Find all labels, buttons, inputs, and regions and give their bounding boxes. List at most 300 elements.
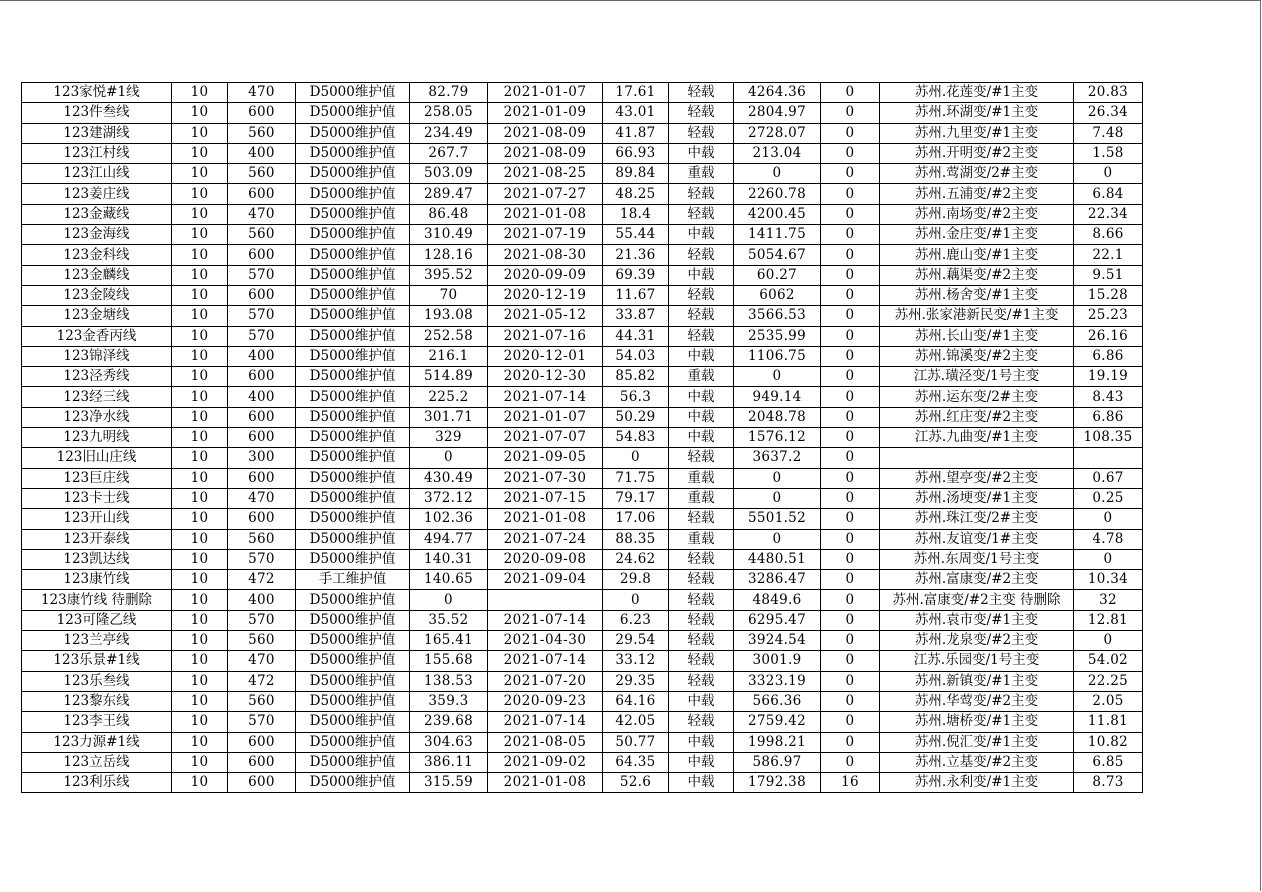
load-level-cell[interactable]: 重载 <box>669 529 734 549</box>
load-level-cell[interactable]: 轻载 <box>669 631 734 651</box>
count-cell[interactable]: 0 <box>821 651 880 671</box>
load-level-cell[interactable]: 轻载 <box>669 651 734 671</box>
voltage-cell[interactable]: 10 <box>172 265 228 285</box>
transformer-cell[interactable]: 江苏.乐园变/1号主变 <box>880 651 1074 671</box>
transformer-cell[interactable]: 苏州.望亭变/#2主变 <box>880 468 1074 488</box>
rated-current-cell[interactable]: 400 <box>228 143 296 163</box>
count-cell[interactable]: 0 <box>821 407 880 427</box>
transformer-rate-cell[interactable]: 8.43 <box>1074 387 1143 407</box>
source-cell[interactable]: D5000维护值 <box>296 285 410 305</box>
current-value-cell[interactable]: 82.79 <box>410 83 488 103</box>
transformer-cell[interactable]: 苏州.运东变/2#主变 <box>880 387 1074 407</box>
count-cell[interactable]: 0 <box>821 529 880 549</box>
line-name-cell[interactable]: 123姜庄线 <box>22 184 172 204</box>
date-cell[interactable]: 2021-08-09 <box>488 143 603 163</box>
source-cell[interactable]: D5000维护值 <box>296 752 410 772</box>
spare-capacity-cell[interactable]: 0 <box>734 367 821 387</box>
transformer-cell[interactable]: 苏州.华莺变/#2主变 <box>880 691 1074 711</box>
load-level-cell[interactable]: 中载 <box>669 428 734 448</box>
date-cell[interactable]: 2020-12-30 <box>488 367 603 387</box>
spare-capacity-cell[interactable]: 0 <box>734 529 821 549</box>
line-name-cell[interactable]: 123立岳线 <box>22 752 172 772</box>
spare-capacity-cell[interactable]: 0 <box>734 468 821 488</box>
spare-capacity-cell[interactable]: 1792.38 <box>734 773 821 793</box>
load-level-cell[interactable]: 重载 <box>669 367 734 387</box>
current-value-cell[interactable]: 329 <box>410 428 488 448</box>
source-cell[interactable]: D5000维护值 <box>296 448 410 468</box>
transformer-rate-cell[interactable]: 6.86 <box>1074 407 1143 427</box>
load-rate-cell[interactable]: 17.61 <box>603 83 669 103</box>
load-rate-cell[interactable]: 64.16 <box>603 691 669 711</box>
transformer-cell[interactable]: 苏州.锦溪变/#2主变 <box>880 346 1074 366</box>
source-cell[interactable]: 手工维护值 <box>296 570 410 590</box>
rated-current-cell[interactable]: 600 <box>228 752 296 772</box>
date-cell[interactable]: 2021-08-05 <box>488 732 603 752</box>
count-cell[interactable]: 16 <box>821 773 880 793</box>
rated-current-cell[interactable]: 570 <box>228 265 296 285</box>
load-rate-cell[interactable]: 79.17 <box>603 488 669 508</box>
current-value-cell[interactable]: 239.68 <box>410 712 488 732</box>
date-cell[interactable]: 2020-09-23 <box>488 691 603 711</box>
transformer-cell[interactable]: 苏州.汤埂变/#1主变 <box>880 488 1074 508</box>
rated-current-cell[interactable]: 600 <box>228 509 296 529</box>
count-cell[interactable]: 0 <box>821 590 880 610</box>
rated-current-cell[interactable]: 400 <box>228 387 296 407</box>
load-rate-cell[interactable]: 33.87 <box>603 306 669 326</box>
transformer-rate-cell[interactable]: 6.84 <box>1074 184 1143 204</box>
date-cell[interactable]: 2021-07-15 <box>488 488 603 508</box>
transformer-rate-cell[interactable]: 32 <box>1074 590 1143 610</box>
current-value-cell[interactable]: 140.65 <box>410 570 488 590</box>
transformer-cell[interactable]: 苏州.张家港新民变/#1主变 <box>880 306 1074 326</box>
line-name-cell[interactable]: 123李王线 <box>22 712 172 732</box>
date-cell[interactable]: 2021-07-14 <box>488 712 603 732</box>
load-level-cell[interactable]: 轻载 <box>669 285 734 305</box>
voltage-cell[interactable]: 10 <box>172 590 228 610</box>
count-cell[interactable]: 0 <box>821 245 880 265</box>
current-value-cell[interactable]: 395.52 <box>410 265 488 285</box>
spare-capacity-cell[interactable]: 3286.47 <box>734 570 821 590</box>
load-level-cell[interactable]: 中载 <box>669 407 734 427</box>
count-cell[interactable]: 0 <box>821 712 880 732</box>
count-cell[interactable]: 0 <box>821 143 880 163</box>
rated-current-cell[interactable]: 600 <box>228 367 296 387</box>
spare-capacity-cell[interactable]: 2260.78 <box>734 184 821 204</box>
load-rate-cell[interactable]: 42.05 <box>603 712 669 732</box>
spare-capacity-cell[interactable]: 2804.97 <box>734 103 821 123</box>
voltage-cell[interactable]: 10 <box>172 103 228 123</box>
load-rate-cell[interactable]: 18.4 <box>603 204 669 224</box>
spare-capacity-cell[interactable]: 6062 <box>734 285 821 305</box>
load-rate-cell[interactable]: 50.77 <box>603 732 669 752</box>
spare-capacity-cell[interactable]: 3924.54 <box>734 631 821 651</box>
load-level-cell[interactable]: 重载 <box>669 164 734 184</box>
load-rate-cell[interactable]: 44.31 <box>603 326 669 346</box>
load-level-cell[interactable]: 轻载 <box>669 83 734 103</box>
transformer-cell[interactable]: 苏州.富康变/#2主变 <box>880 570 1074 590</box>
transformer-cell[interactable]: 苏州.九里变/#1主变 <box>880 123 1074 143</box>
spare-capacity-cell[interactable]: 0 <box>734 488 821 508</box>
rated-current-cell[interactable]: 600 <box>228 184 296 204</box>
current-value-cell[interactable]: 70 <box>410 285 488 305</box>
load-level-cell[interactable]: 重载 <box>669 488 734 508</box>
transformer-rate-cell[interactable]: 1.58 <box>1074 143 1143 163</box>
date-cell[interactable]: 2021-01-07 <box>488 407 603 427</box>
current-value-cell[interactable]: 128.16 <box>410 245 488 265</box>
load-level-cell[interactable]: 轻载 <box>669 570 734 590</box>
source-cell[interactable]: D5000维护值 <box>296 428 410 448</box>
date-cell[interactable] <box>488 590 603 610</box>
source-cell[interactable]: D5000维护值 <box>296 509 410 529</box>
transformer-rate-cell[interactable]: 108.35 <box>1074 428 1143 448</box>
line-name-cell[interactable]: 123可隆乙线 <box>22 610 172 630</box>
rated-current-cell[interactable]: 470 <box>228 204 296 224</box>
load-level-cell[interactable]: 重载 <box>669 468 734 488</box>
transformer-rate-cell[interactable]: 2.05 <box>1074 691 1143 711</box>
transformer-rate-cell[interactable]: 25.23 <box>1074 306 1143 326</box>
transformer-rate-cell[interactable]: 0 <box>1074 631 1143 651</box>
source-cell[interactable]: D5000维护值 <box>296 204 410 224</box>
line-name-cell[interactable]: 123金科线 <box>22 245 172 265</box>
spare-capacity-cell[interactable]: 2728.07 <box>734 123 821 143</box>
voltage-cell[interactable]: 10 <box>172 488 228 508</box>
date-cell[interactable]: 2021-01-08 <box>488 509 603 529</box>
count-cell[interactable]: 0 <box>821 387 880 407</box>
count-cell[interactable]: 0 <box>821 184 880 204</box>
load-level-cell[interactable]: 轻载 <box>669 590 734 610</box>
source-cell[interactable]: D5000维护值 <box>296 83 410 103</box>
load-rate-cell[interactable]: 55.44 <box>603 225 669 245</box>
voltage-cell[interactable]: 10 <box>172 651 228 671</box>
voltage-cell[interactable]: 10 <box>172 245 228 265</box>
count-cell[interactable]: 0 <box>821 164 880 184</box>
rated-current-cell[interactable]: 470 <box>228 651 296 671</box>
spare-capacity-cell[interactable]: 1576.12 <box>734 428 821 448</box>
source-cell[interactable]: D5000维护值 <box>296 123 410 143</box>
spare-capacity-cell[interactable]: 566.36 <box>734 691 821 711</box>
rated-current-cell[interactable]: 600 <box>228 773 296 793</box>
rated-current-cell[interactable]: 472 <box>228 671 296 691</box>
count-cell[interactable]: 0 <box>821 671 880 691</box>
date-cell[interactable]: 2021-07-30 <box>488 468 603 488</box>
source-cell[interactable]: D5000维护值 <box>296 143 410 163</box>
transformer-cell[interactable] <box>880 448 1074 468</box>
line-name-cell[interactable]: 123九明线 <box>22 428 172 448</box>
transformer-rate-cell[interactable]: 0 <box>1074 509 1143 529</box>
count-cell[interactable]: 0 <box>821 306 880 326</box>
voltage-cell[interactable]: 10 <box>172 83 228 103</box>
source-cell[interactable]: D5000维护值 <box>296 691 410 711</box>
current-value-cell[interactable]: 35.52 <box>410 610 488 630</box>
date-cell[interactable]: 2020-09-08 <box>488 549 603 569</box>
line-name-cell[interactable]: 123乐景#1线 <box>22 651 172 671</box>
current-value-cell[interactable]: 301.71 <box>410 407 488 427</box>
current-value-cell[interactable]: 86.48 <box>410 204 488 224</box>
load-level-cell[interactable]: 轻载 <box>669 245 734 265</box>
line-name-cell[interactable]: 123经三线 <box>22 387 172 407</box>
load-rate-cell[interactable]: 43.01 <box>603 103 669 123</box>
transformer-rate-cell[interactable]: 0 <box>1074 164 1143 184</box>
load-level-cell[interactable]: 轻载 <box>669 184 734 204</box>
count-cell[interactable]: 0 <box>821 691 880 711</box>
source-cell[interactable]: D5000维护值 <box>296 407 410 427</box>
date-cell[interactable]: 2021-07-14 <box>488 610 603 630</box>
line-name-cell[interactable]: 123乐叁线 <box>22 671 172 691</box>
voltage-cell[interactable]: 10 <box>172 204 228 224</box>
current-value-cell[interactable]: 315.59 <box>410 773 488 793</box>
spare-capacity-cell[interactable]: 60.27 <box>734 265 821 285</box>
spare-capacity-cell[interactable]: 4849.6 <box>734 590 821 610</box>
load-rate-cell[interactable]: 17.06 <box>603 509 669 529</box>
load-level-cell[interactable]: 轻载 <box>669 204 734 224</box>
date-cell[interactable]: 2021-07-24 <box>488 529 603 549</box>
source-cell[interactable]: D5000维护值 <box>296 712 410 732</box>
transformer-cell[interactable]: 苏州.富康变/#2主变 待删除 <box>880 590 1074 610</box>
transformer-cell[interactable]: 苏州.金庄变/#1主变 <box>880 225 1074 245</box>
rated-current-cell[interactable]: 600 <box>228 428 296 448</box>
transformer-rate-cell[interactable]: 15.28 <box>1074 285 1143 305</box>
rated-current-cell[interactable]: 560 <box>228 164 296 184</box>
rated-current-cell[interactable]: 600 <box>228 407 296 427</box>
line-name-cell[interactable]: 123开山线 <box>22 509 172 529</box>
spare-capacity-cell[interactable]: 3637.2 <box>734 448 821 468</box>
date-cell[interactable]: 2021-07-07 <box>488 428 603 448</box>
line-name-cell[interactable]: 123兰亭线 <box>22 631 172 651</box>
transformer-rate-cell[interactable]: 10.82 <box>1074 732 1143 752</box>
transformer-rate-cell[interactable]: 22.1 <box>1074 245 1143 265</box>
line-name-cell[interactable]: 123金塘线 <box>22 306 172 326</box>
transformer-cell[interactable]: 苏州.杨舍变/#1主变 <box>880 285 1074 305</box>
load-rate-cell[interactable]: 29.54 <box>603 631 669 651</box>
line-name-cell[interactable]: 123金麟线 <box>22 265 172 285</box>
load-level-cell[interactable]: 中载 <box>669 265 734 285</box>
transformer-cell[interactable]: 苏州.倪汇变/#1主变 <box>880 732 1074 752</box>
current-value-cell[interactable]: 138.53 <box>410 671 488 691</box>
current-value-cell[interactable]: 252.58 <box>410 326 488 346</box>
spare-capacity-cell[interactable]: 5054.67 <box>734 245 821 265</box>
count-cell[interactable]: 0 <box>821 610 880 630</box>
source-cell[interactable]: D5000维护值 <box>296 651 410 671</box>
source-cell[interactable]: D5000维护值 <box>296 184 410 204</box>
voltage-cell[interactable]: 10 <box>172 407 228 427</box>
rated-current-cell[interactable]: 400 <box>228 346 296 366</box>
source-cell[interactable]: D5000维护值 <box>296 732 410 752</box>
transformer-rate-cell[interactable]: 0.67 <box>1074 468 1143 488</box>
load-level-cell[interactable]: 轻载 <box>669 448 734 468</box>
count-cell[interactable]: 0 <box>821 123 880 143</box>
date-cell[interactable]: 2021-04-30 <box>488 631 603 651</box>
current-value-cell[interactable]: 258.05 <box>410 103 488 123</box>
voltage-cell[interactable]: 10 <box>172 773 228 793</box>
source-cell[interactable]: D5000维护值 <box>296 103 410 123</box>
line-name-cell[interactable]: 123康竹线 <box>22 570 172 590</box>
line-name-cell[interactable]: 123康竹线 待删除 <box>22 590 172 610</box>
count-cell[interactable]: 0 <box>821 265 880 285</box>
count-cell[interactable]: 0 <box>821 346 880 366</box>
transformer-cell[interactable]: 苏州.五浦变/#2主变 <box>880 184 1074 204</box>
transformer-rate-cell[interactable]: 11.81 <box>1074 712 1143 732</box>
load-level-cell[interactable]: 中载 <box>669 773 734 793</box>
load-level-cell[interactable]: 中载 <box>669 752 734 772</box>
transformer-cell[interactable]: 苏州.东周变/1号主变 <box>880 549 1074 569</box>
current-value-cell[interactable]: 503.09 <box>410 164 488 184</box>
line-name-cell[interactable]: 123金藏线 <box>22 204 172 224</box>
load-rate-cell[interactable]: 64.35 <box>603 752 669 772</box>
voltage-cell[interactable]: 10 <box>172 671 228 691</box>
voltage-cell[interactable]: 10 <box>172 691 228 711</box>
date-cell[interactable]: 2021-01-07 <box>488 83 603 103</box>
date-cell[interactable]: 2021-08-25 <box>488 164 603 184</box>
spare-capacity-cell[interactable]: 1998.21 <box>734 732 821 752</box>
date-cell[interactable]: 2021-09-04 <box>488 570 603 590</box>
load-level-cell[interactable]: 中载 <box>669 691 734 711</box>
source-cell[interactable]: D5000维护值 <box>296 468 410 488</box>
count-cell[interactable]: 0 <box>821 225 880 245</box>
voltage-cell[interactable]: 10 <box>172 184 228 204</box>
date-cell[interactable]: 2021-08-09 <box>488 123 603 143</box>
rated-current-cell[interactable]: 570 <box>228 549 296 569</box>
count-cell[interactable]: 0 <box>821 549 880 569</box>
spare-capacity-cell[interactable]: 213.04 <box>734 143 821 163</box>
source-cell[interactable]: D5000维护值 <box>296 164 410 184</box>
transformer-rate-cell[interactable]: 6.86 <box>1074 346 1143 366</box>
voltage-cell[interactable]: 10 <box>172 123 228 143</box>
voltage-cell[interactable]: 10 <box>172 164 228 184</box>
source-cell[interactable]: D5000维护值 <box>296 326 410 346</box>
line-name-cell[interactable]: 123力源#1线 <box>22 732 172 752</box>
load-rate-cell[interactable]: 0 <box>603 590 669 610</box>
source-cell[interactable]: D5000维护值 <box>296 488 410 508</box>
source-cell[interactable]: D5000维护值 <box>296 529 410 549</box>
current-value-cell[interactable]: 267.7 <box>410 143 488 163</box>
rated-current-cell[interactable]: 560 <box>228 691 296 711</box>
line-name-cell[interactable]: 123泾秀线 <box>22 367 172 387</box>
transformer-cell[interactable]: 苏州.立基变/#2主变 <box>880 752 1074 772</box>
rated-current-cell[interactable]: 560 <box>228 631 296 651</box>
spare-capacity-cell[interactable]: 586.97 <box>734 752 821 772</box>
spare-capacity-cell[interactable]: 949.14 <box>734 387 821 407</box>
transformer-rate-cell[interactable]: 22.25 <box>1074 671 1143 691</box>
spare-capacity-cell[interactable]: 4480.51 <box>734 549 821 569</box>
current-value-cell[interactable]: 386.11 <box>410 752 488 772</box>
load-rate-cell[interactable]: 11.67 <box>603 285 669 305</box>
current-value-cell[interactable]: 289.47 <box>410 184 488 204</box>
voltage-cell[interactable]: 10 <box>172 732 228 752</box>
load-rate-cell[interactable]: 0 <box>603 448 669 468</box>
spare-capacity-cell[interactable]: 1411.75 <box>734 225 821 245</box>
source-cell[interactable]: D5000维护值 <box>296 387 410 407</box>
load-level-cell[interactable]: 轻载 <box>669 712 734 732</box>
spare-capacity-cell[interactable]: 4264.36 <box>734 83 821 103</box>
load-level-cell[interactable]: 轻载 <box>669 549 734 569</box>
voltage-cell[interactable]: 10 <box>172 387 228 407</box>
current-value-cell[interactable]: 155.68 <box>410 651 488 671</box>
line-name-cell[interactable]: 123江村线 <box>22 143 172 163</box>
rated-current-cell[interactable]: 560 <box>228 529 296 549</box>
current-value-cell[interactable]: 310.49 <box>410 225 488 245</box>
voltage-cell[interactable]: 10 <box>172 367 228 387</box>
spare-capacity-cell[interactable]: 2535.99 <box>734 326 821 346</box>
current-value-cell[interactable]: 193.08 <box>410 306 488 326</box>
transformer-rate-cell[interactable]: 0 <box>1074 549 1143 569</box>
load-level-cell[interactable]: 轻载 <box>669 671 734 691</box>
transformer-cell[interactable]: 苏州.开明变/#2主变 <box>880 143 1074 163</box>
line-name-cell[interactable]: 123开泰线 <box>22 529 172 549</box>
line-name-cell[interactable]: 123黎东线 <box>22 691 172 711</box>
voltage-cell[interactable]: 10 <box>172 306 228 326</box>
spare-capacity-cell[interactable]: 0 <box>734 164 821 184</box>
voltage-cell[interactable]: 10 <box>172 509 228 529</box>
transformer-cell[interactable]: 苏州.红庄变/#2主变 <box>880 407 1074 427</box>
date-cell[interactable]: 2021-01-09 <box>488 103 603 123</box>
load-rate-cell[interactable]: 29.8 <box>603 570 669 590</box>
load-rate-cell[interactable]: 24.62 <box>603 549 669 569</box>
transformer-rate-cell[interactable]: 8.73 <box>1074 773 1143 793</box>
transformer-rate-cell[interactable]: 6.85 <box>1074 752 1143 772</box>
transformer-cell[interactable]: 苏州.龙泉变/#2主变 <box>880 631 1074 651</box>
rated-current-cell[interactable]: 470 <box>228 83 296 103</box>
transformer-cell[interactable]: 苏州.花莲变/#1主变 <box>880 83 1074 103</box>
current-value-cell[interactable]: 234.49 <box>410 123 488 143</box>
load-level-cell[interactable]: 中载 <box>669 732 734 752</box>
line-name-cell[interactable]: 123家悦#1线 <box>22 83 172 103</box>
line-name-cell[interactable]: 123江山线 <box>22 164 172 184</box>
count-cell[interactable]: 0 <box>821 732 880 752</box>
transformer-cell[interactable]: 苏州.永利变/#1主变 <box>880 773 1074 793</box>
source-cell[interactable]: D5000维护值 <box>296 773 410 793</box>
line-name-cell[interactable]: 123凯达线 <box>22 549 172 569</box>
date-cell[interactable]: 2021-07-19 <box>488 225 603 245</box>
load-rate-cell[interactable]: 89.84 <box>603 164 669 184</box>
line-name-cell[interactable]: 123金香丙线 <box>22 326 172 346</box>
load-level-cell[interactable]: 轻载 <box>669 326 734 346</box>
transformer-rate-cell[interactable]: 4.78 <box>1074 529 1143 549</box>
date-cell[interactable]: 2021-07-20 <box>488 671 603 691</box>
rated-current-cell[interactable]: 472 <box>228 570 296 590</box>
transformer-cell[interactable]: 江苏.璜泾变/1号主变 <box>880 367 1074 387</box>
date-cell[interactable]: 2021-08-30 <box>488 245 603 265</box>
load-level-cell[interactable]: 轻载 <box>669 610 734 630</box>
date-cell[interactable]: 2020-12-01 <box>488 346 603 366</box>
transformer-cell[interactable]: 苏州.袁市变/#1主变 <box>880 610 1074 630</box>
voltage-cell[interactable]: 10 <box>172 752 228 772</box>
count-cell[interactable]: 0 <box>821 488 880 508</box>
count-cell[interactable]: 0 <box>821 83 880 103</box>
date-cell[interactable]: 2020-09-09 <box>488 265 603 285</box>
rated-current-cell[interactable]: 560 <box>228 123 296 143</box>
current-value-cell[interactable]: 216.1 <box>410 346 488 366</box>
voltage-cell[interactable]: 10 <box>172 285 228 305</box>
count-cell[interactable]: 0 <box>821 428 880 448</box>
rated-current-cell[interactable]: 600 <box>228 285 296 305</box>
line-name-cell[interactable]: 123件叁线 <box>22 103 172 123</box>
spare-capacity-cell[interactable]: 5501.52 <box>734 509 821 529</box>
voltage-cell[interactable]: 10 <box>172 712 228 732</box>
line-name-cell[interactable]: 123锦泽线 <box>22 346 172 366</box>
count-cell[interactable]: 0 <box>821 326 880 346</box>
transformer-rate-cell[interactable]: 9.51 <box>1074 265 1143 285</box>
current-value-cell[interactable]: 514.89 <box>410 367 488 387</box>
current-value-cell[interactable]: 140.31 <box>410 549 488 569</box>
transformer-rate-cell[interactable]: 20.83 <box>1074 83 1143 103</box>
voltage-cell[interactable]: 10 <box>172 428 228 448</box>
transformer-cell[interactable]: 苏州.塘桥变/#1主变 <box>880 712 1074 732</box>
load-rate-cell[interactable]: 6.23 <box>603 610 669 630</box>
load-rate-cell[interactable]: 21.36 <box>603 245 669 265</box>
transformer-cell[interactable]: 苏州.珠江变/2#主变 <box>880 509 1074 529</box>
transformer-cell[interactable]: 苏州.鹿山变/#1主变 <box>880 245 1074 265</box>
voltage-cell[interactable]: 10 <box>172 225 228 245</box>
